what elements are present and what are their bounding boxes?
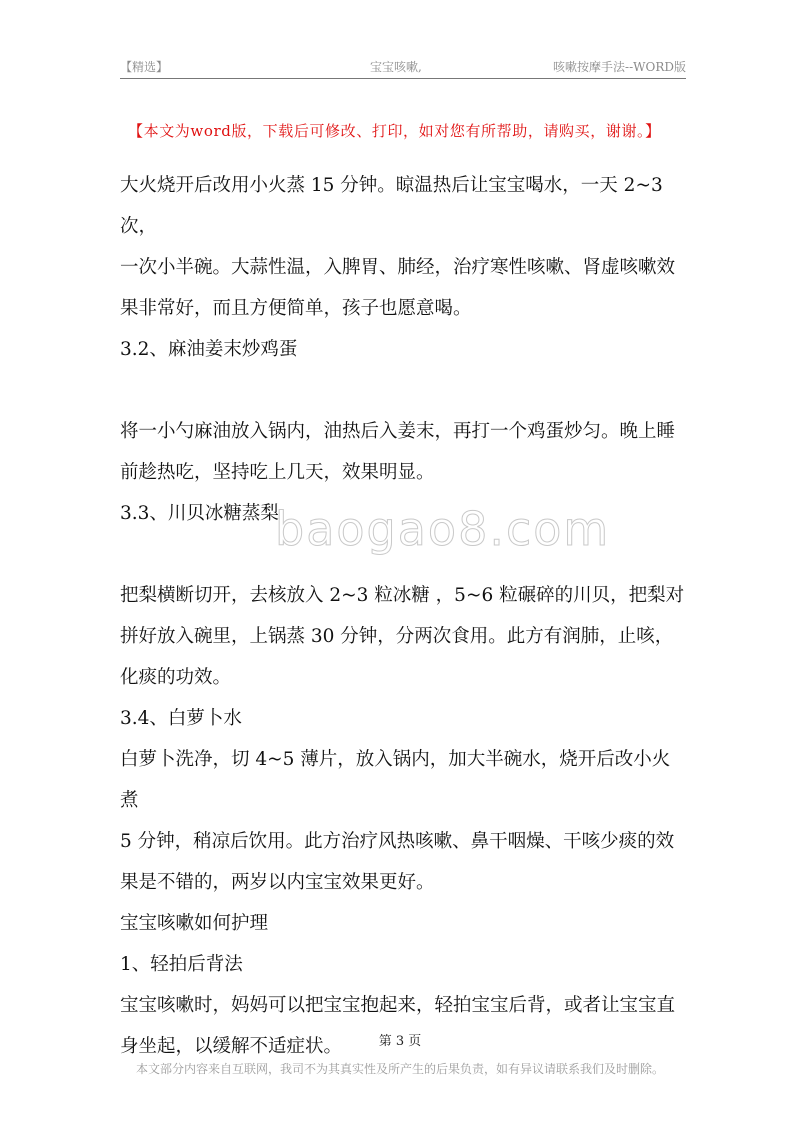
- watermark-logo: baogao8.com: [275, 502, 611, 556]
- header-left-text: 【精选】: [120, 60, 169, 74]
- body-text-line: 5 分钟，稍凉后饮用。此方治疗风热咳嗽、鼻干咽燥、干咳少痰的效: [120, 831, 675, 852]
- section-heading-3-4: 3.4、白萝卜水: [120, 708, 242, 729]
- body-text-line: 果非常好，而且方便简单，孩子也愿意喝。: [120, 298, 472, 319]
- section-heading-3-2: 3.2、麻油姜末炒鸡蛋: [120, 339, 298, 360]
- body-text-line: 前趁热吃，坚持吃上几天，效果明显。: [120, 462, 435, 483]
- body-text-line: 将一小勺麻油放入锅内，油热后入姜末，再打一个鸡蛋炒匀。晚上睡: [120, 421, 676, 442]
- section-heading-care-1: 1、轻拍后背法: [120, 954, 243, 975]
- header-right-text: 咳嗽按摩手法--WORD版: [553, 60, 686, 74]
- body-text-line: 白萝卜洗净，切 4~5 薄片，放入锅内，加大半碗水，烧开后改小火煮: [120, 749, 671, 811]
- body-text-line: 果是不错的，两岁以内宝宝效果更好。: [120, 872, 435, 893]
- body-text-line: 身坐起，以缓解不适症状。: [120, 1036, 343, 1057]
- page-number: 第 3 页: [378, 1034, 422, 1049]
- header-divider: [120, 78, 686, 79]
- footer-disclaimer: 本文部分内容来自互联网，我司不为其真实性及所产生的后果负责，如有异议请联系我们及时删除。: [135, 1062, 664, 1076]
- paragraph-gap: [120, 370, 686, 411]
- body-text-line: 大火烧开后改用小火蒸 15 分钟。晾温热后让宝宝喝水，一天 2~3 次，: [120, 175, 663, 237]
- document-body: [120, 165, 686, 1067]
- body-text-line: 把梨横断切开，去核放入 2~3 粒冰糖 ，5~6 粒碾碎的川贝，把梨对: [120, 585, 685, 606]
- body-text-line: 化痰的功效。: [120, 667, 232, 688]
- section-heading-care: 宝宝咳嗽如何护理: [120, 913, 269, 934]
- page-header: [120, 58, 686, 78]
- body-text-line: 拼好放入碗里，上锅蒸 30 分钟，分两次食用。此方有润肺，止咳，: [120, 626, 674, 647]
- section-heading-3-3: 3.3、川贝冰糖蒸梨: [120, 503, 279, 524]
- header-middle-text: 宝宝咳嗽,: [370, 60, 422, 74]
- purchase-notice: 【本文为word版，下载后可修改、打印，如对您有所帮助，请购买，谢谢。】: [128, 122, 661, 140]
- body-text-line: 宝宝咳嗽时，妈妈可以把宝宝抱起来，轻拍宝宝后背，或者让宝宝直: [120, 995, 676, 1016]
- body-text-line: 一次小半碗。大蒜性温，入脾胃、肺经，治疗寒性咳嗽、肾虚咳嗽效: [120, 257, 676, 278]
